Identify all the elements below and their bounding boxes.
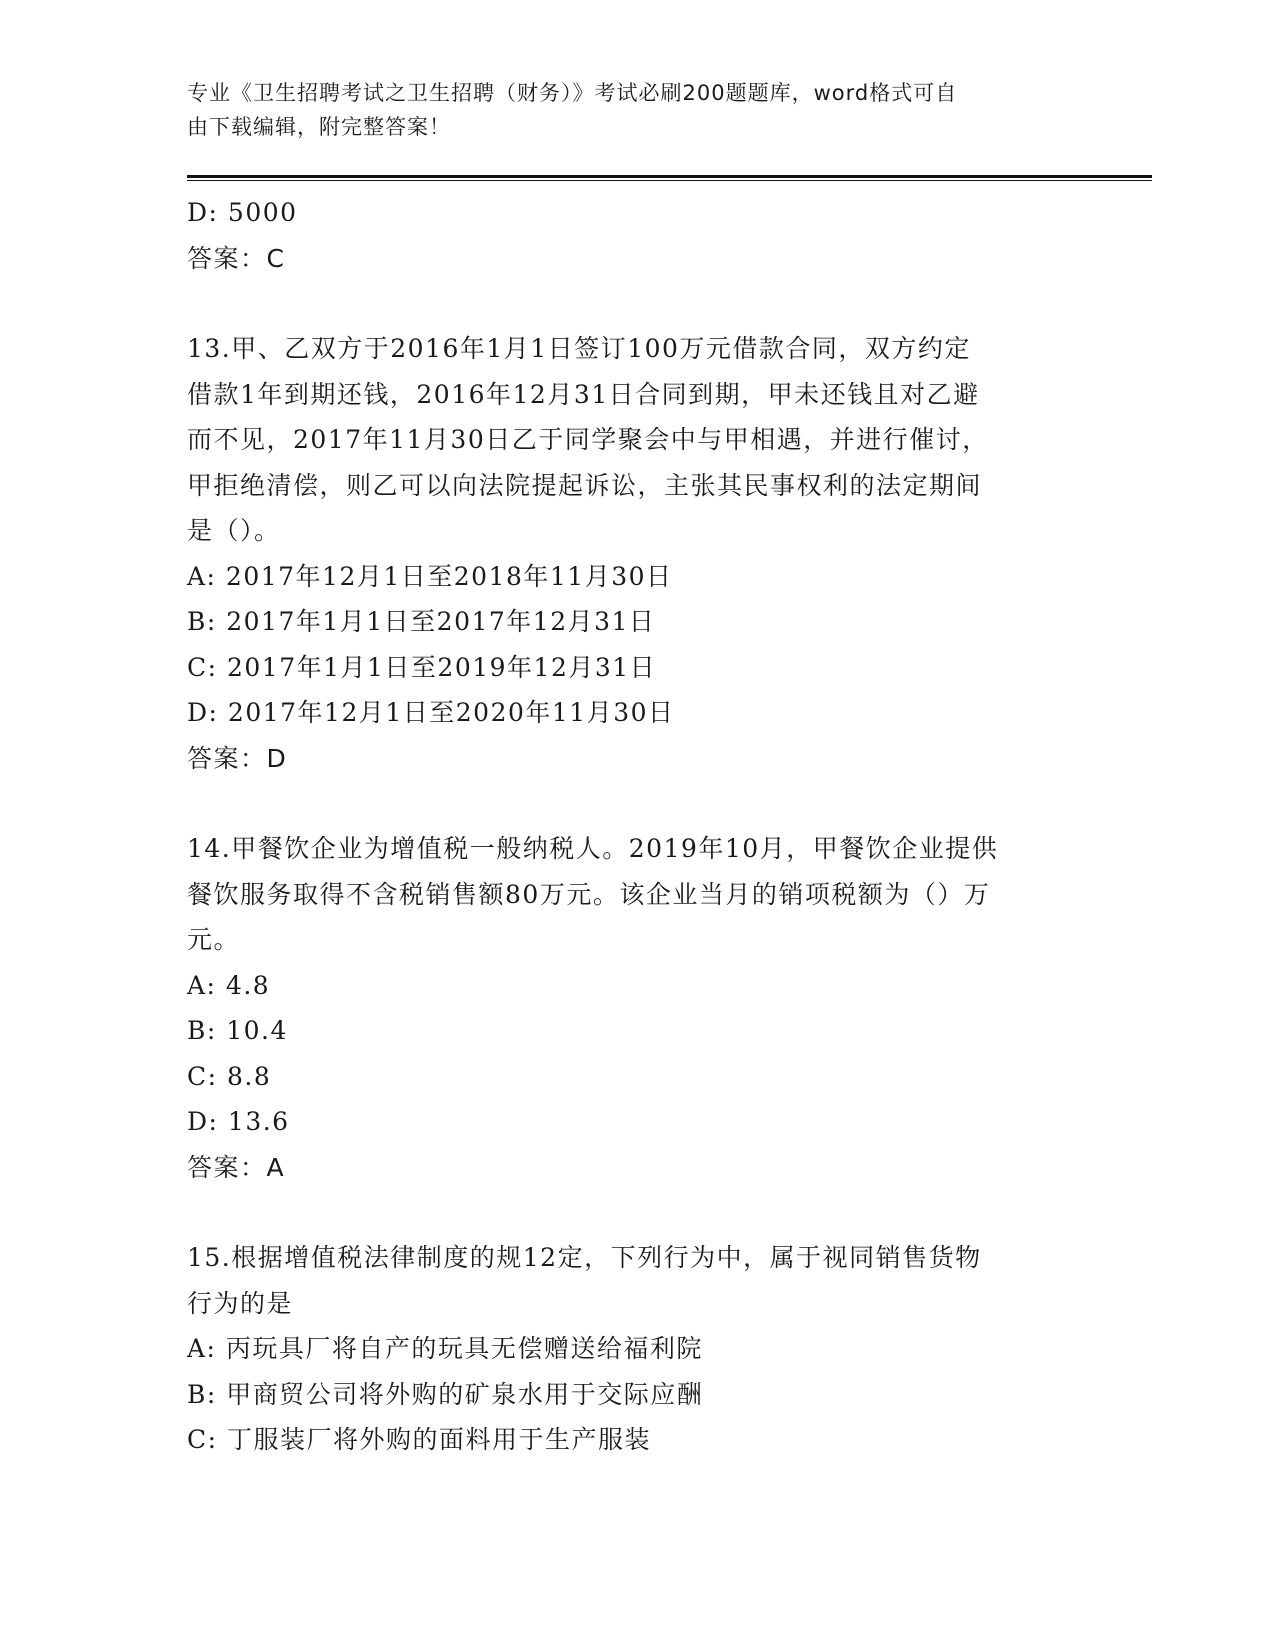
document-body: [187, 190, 1067, 1463]
header-divider-thick: [187, 175, 1152, 178]
option-d: D: 2017年12月1日至2020年11月30日: [187, 698, 675, 727]
spacer: [187, 281, 1067, 326]
spacer: [187, 781, 1067, 826]
option-a: A: 2017年12月1日至2018年11月30日: [187, 561, 673, 591]
option-a: A: 丙玩具厂将自产的玩具无偿赠送给福利院: [187, 1334, 703, 1363]
answer-line: 答案：D: [187, 743, 288, 773]
option-c: C: 丁服装厂将外购的面料用于生产服装: [187, 1425, 651, 1454]
question-text-line: 餐饮服务取得不含税销售额80万元。该企业当月的销项税额为（）万: [187, 879, 991, 909]
question-text-line: 行为的是: [187, 1288, 294, 1318]
question-14: [187, 826, 1067, 1190]
question-text-line: 13.甲、乙双方于2016年1月1日签订100万元借款合同，双方约定: [187, 334, 971, 363]
question-text-line: 借款1年到期还钱，2016年12月31日合同到期，甲未还钱且对乙避: [187, 379, 980, 409]
answer-line: 答案：C: [187, 243, 286, 273]
header-line-1: 专业《卫生招聘考试之卫生招聘（财务）》考试必刷200题题库，word格式可自: [187, 81, 958, 105]
option-b: B: 甲商贸公司将外购的矿泉水用于交际应酬: [187, 1379, 704, 1409]
question-15: [187, 1235, 1067, 1463]
previous-question-tail: [187, 190, 1067, 281]
question-text-line: 15.根据增值税法律制度的规12定，下列行为中，属于视同销售货物: [187, 1243, 982, 1272]
question-text-line: 是（）。: [187, 516, 281, 545]
header-line-2: 由下载编辑，附完整答案！: [187, 115, 451, 139]
option-b: B: 10.4: [187, 1016, 288, 1045]
option-a: A: 4.8: [187, 970, 271, 1000]
answer-line: 答案：A: [187, 1152, 286, 1182]
question-text-line: 14.甲餐饮企业为增值税一般纳税人。2019年10月，甲餐饮企业提供: [187, 834, 999, 863]
option-c: C: 2017年1月1日至2019年12月31日: [187, 652, 657, 682]
header-divider-thin: [187, 180, 1152, 181]
document-header: [187, 76, 1067, 144]
question-text-line: 甲拒绝清偿，则乙可以向法院提起诉讼，主张其民事权利的法定期间: [187, 470, 983, 500]
option-c: C: 8.8: [187, 1061, 272, 1091]
question-13: [187, 326, 1067, 781]
spacer: [187, 1190, 1067, 1235]
option-b: B: 2017年1月1日至2017年12月31日: [187, 607, 656, 636]
question-text-line: 元。: [187, 925, 241, 954]
option-d: D: 5000: [187, 198, 298, 227]
question-text-line: 而不见，2017年11月30日乙于同学聚会中与甲相遇，并进行催讨，: [187, 425, 989, 454]
option-d: D: 13.6: [187, 1107, 290, 1136]
